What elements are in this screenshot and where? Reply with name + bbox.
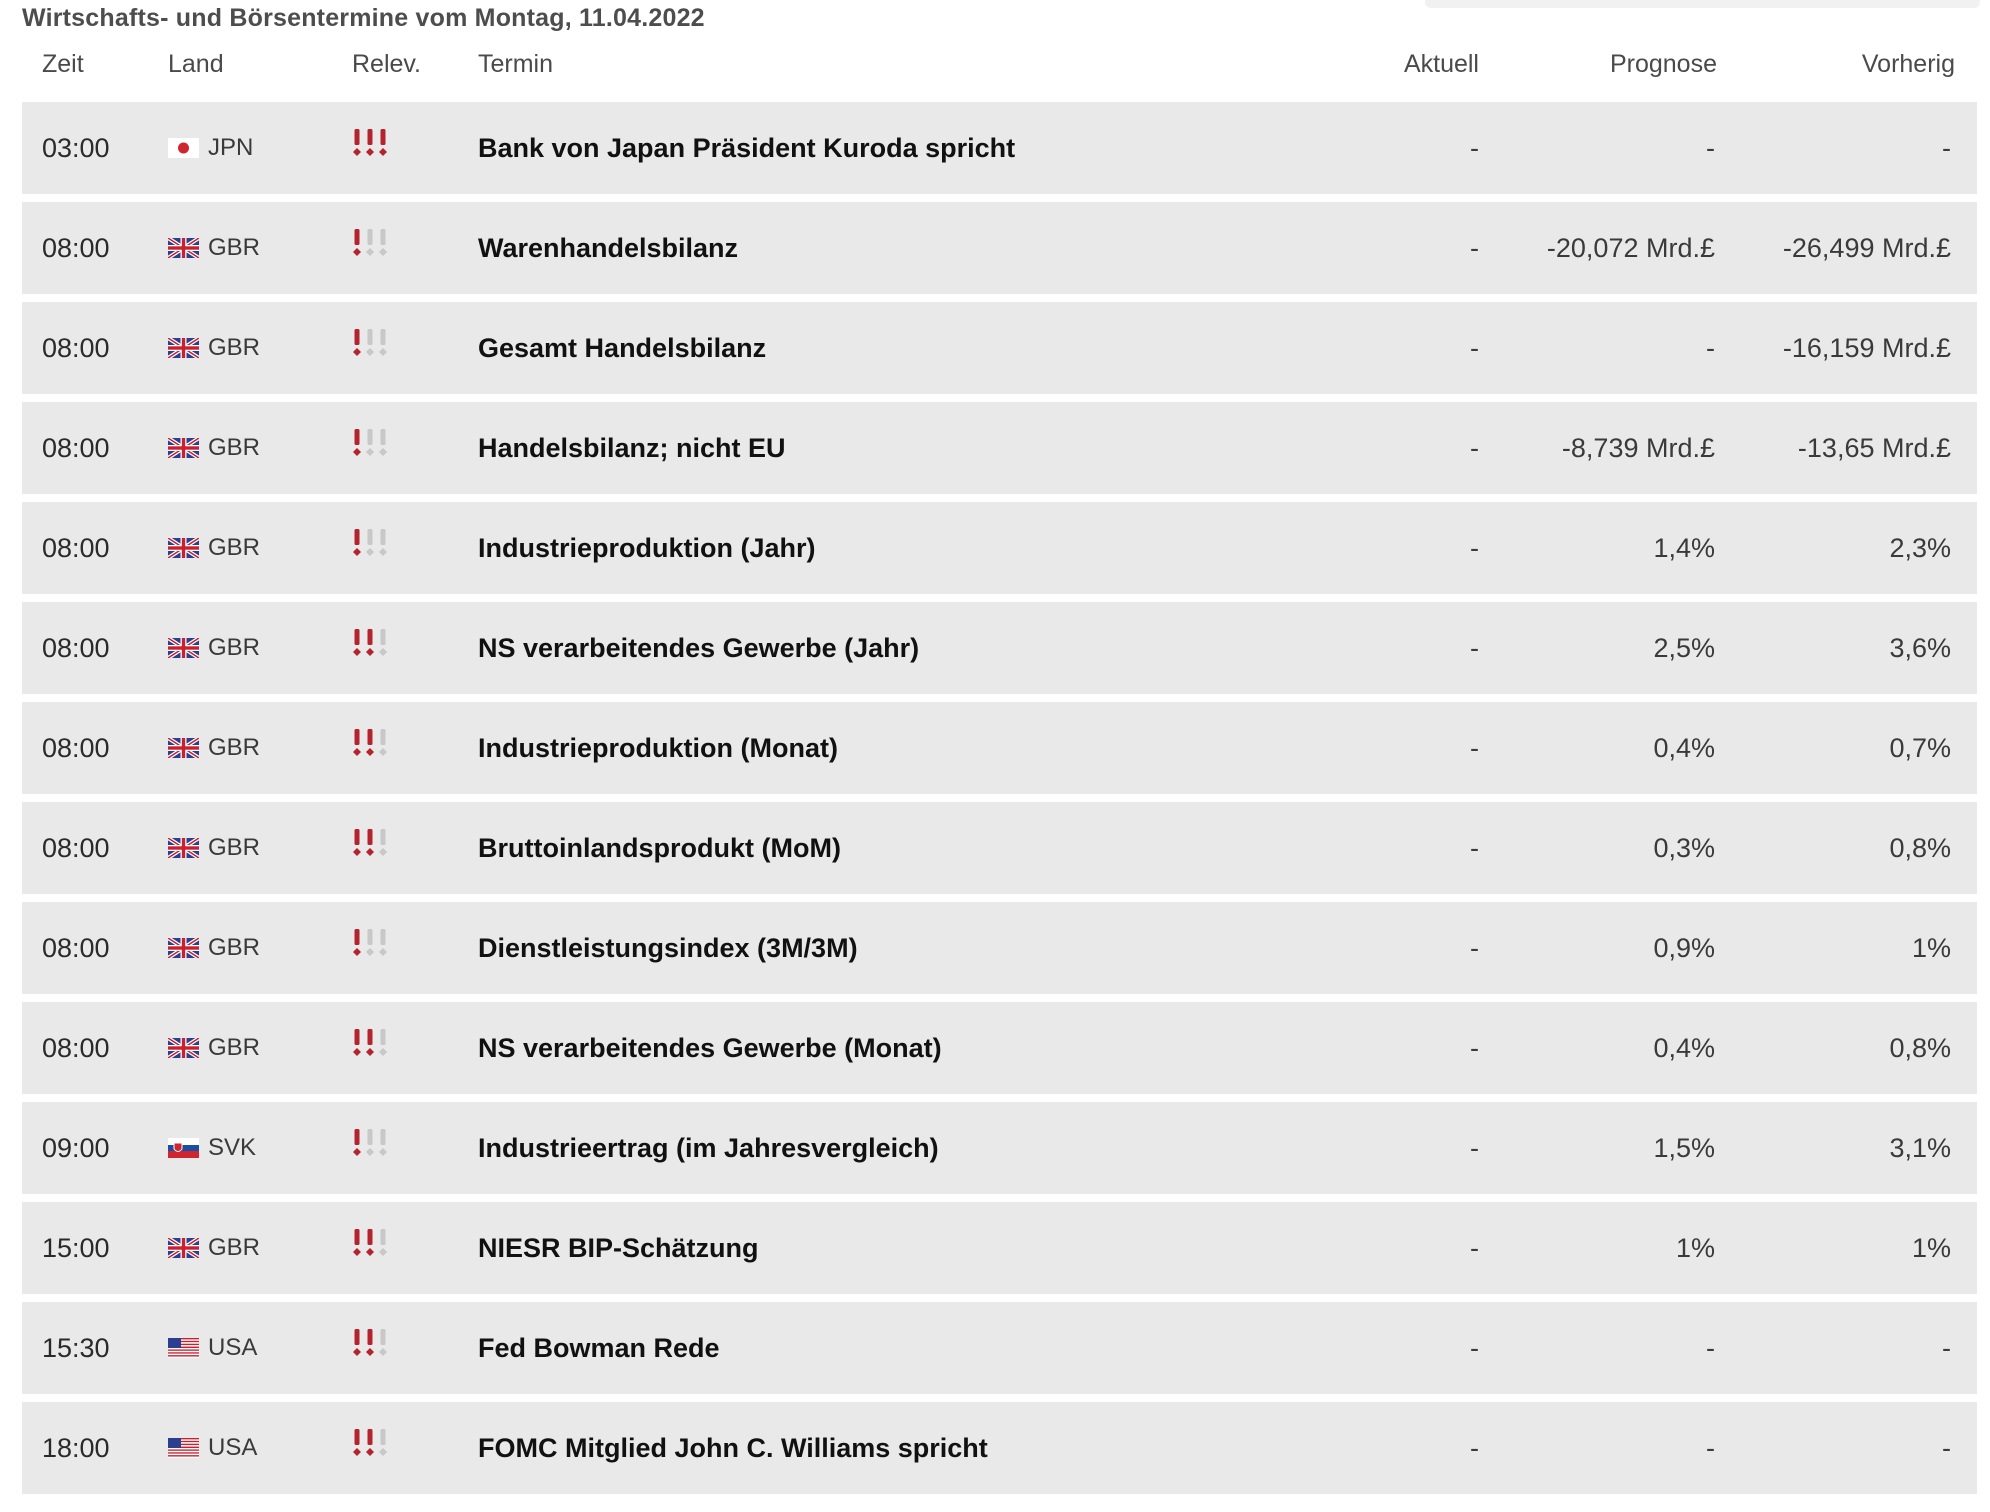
- event-time: 08:00: [42, 233, 110, 263]
- country-code: SVK: [208, 1134, 257, 1161]
- event-aktuell: -: [1470, 933, 1479, 963]
- event-vorherig: 0,8%: [1889, 1033, 1951, 1063]
- event-aktuell: -: [1470, 1133, 1479, 1163]
- table-row[interactable]: [22, 102, 1977, 194]
- event-aktuell: -: [1470, 1333, 1479, 1363]
- event-time: 15:00: [42, 1233, 110, 1263]
- country-code: GBR: [208, 834, 261, 861]
- uk-flag-icon: [168, 1038, 199, 1058]
- event-prognose: -: [1706, 333, 1715, 363]
- event-title[interactable]: Bruttoinlandsprodukt (MoM): [478, 833, 841, 863]
- event-prognose: 0,4%: [1653, 1033, 1715, 1063]
- event-time: 08:00: [42, 633, 110, 663]
- events-table: [22, 102, 1977, 1502]
- event-prognose: 0,4%: [1653, 733, 1715, 763]
- event-country: [168, 302, 260, 394]
- event-time: 08:00: [42, 533, 110, 563]
- event-aktuell: -: [1470, 733, 1479, 763]
- event-country: [168, 1102, 256, 1194]
- country-code: GBR: [208, 434, 261, 461]
- event-prognose: -: [1706, 133, 1715, 163]
- event-title[interactable]: Dienstleistungsindex (3M/3M): [478, 933, 858, 963]
- event-time: 08:00: [42, 733, 110, 763]
- event-time: 03:00: [42, 133, 110, 163]
- event-prognose: 1,4%: [1653, 533, 1715, 563]
- country-code: GBR: [208, 934, 261, 961]
- event-title[interactable]: FOMC Mitglied John C. Williams spricht: [478, 1433, 988, 1463]
- relevance-icon: [352, 828, 396, 868]
- event-prognose: 1,5%: [1653, 1133, 1715, 1163]
- event-prognose: 1%: [1675, 1233, 1715, 1263]
- table-row[interactable]: [22, 902, 1977, 994]
- table-row[interactable]: [22, 602, 1977, 694]
- uk-flag-icon: [168, 638, 199, 658]
- country-code: GBR: [208, 534, 261, 561]
- japan-flag-icon: [168, 138, 199, 158]
- event-aktuell: -: [1470, 1433, 1479, 1463]
- event-vorherig: -: [1942, 1333, 1951, 1363]
- column-header-relevanz[interactable]: Relev.: [352, 50, 422, 78]
- event-prognose: 0,9%: [1653, 933, 1715, 963]
- event-vorherig: 2,3%: [1889, 533, 1951, 563]
- country-code: GBR: [208, 734, 261, 761]
- table-row[interactable]: [22, 202, 1977, 294]
- table-row[interactable]: [22, 1002, 1977, 1094]
- event-aktuell: -: [1470, 633, 1479, 663]
- event-vorherig: -13,65 Mrd.£: [1797, 433, 1951, 463]
- event-country: [168, 702, 260, 794]
- table-row[interactable]: [22, 702, 1977, 794]
- event-country: [168, 1402, 257, 1494]
- event-aktuell: -: [1470, 1233, 1479, 1263]
- table-row[interactable]: [22, 302, 1977, 394]
- table-row[interactable]: [22, 1402, 1977, 1494]
- event-prognose: -20,072 Mrd.£: [1546, 233, 1715, 263]
- column-header-termin[interactable]: Termin: [478, 50, 554, 78]
- event-title[interactable]: Handelsbilanz; nicht EU: [478, 433, 786, 463]
- event-time: 08:00: [42, 433, 110, 463]
- uk-flag-icon: [168, 238, 199, 258]
- relevance-icon: [352, 1028, 396, 1068]
- table-row[interactable]: [22, 1102, 1977, 1194]
- event-prognose: 0,3%: [1653, 833, 1715, 863]
- event-aktuell: -: [1470, 433, 1479, 463]
- event-aktuell: -: [1470, 533, 1479, 563]
- event-time: 08:00: [42, 833, 110, 863]
- relevance-icon: [352, 428, 396, 468]
- country-code: GBR: [208, 334, 261, 361]
- event-vorherig: 3,6%: [1889, 633, 1951, 663]
- event-prognose: -: [1706, 1433, 1715, 1463]
- event-title[interactable]: Industrieertrag (im Jahresvergleich): [478, 1133, 939, 1163]
- event-title[interactable]: NS verarbeitendes Gewerbe (Monat): [478, 1033, 942, 1063]
- relevance-icon: [352, 728, 396, 768]
- event-title[interactable]: Industrieproduktion (Monat): [478, 733, 838, 763]
- relevance-icon: [352, 1328, 396, 1368]
- event-vorherig: 1%: [1911, 1233, 1951, 1263]
- slovakia-flag-icon: [168, 1138, 199, 1158]
- event-vorherig: 0,7%: [1889, 733, 1951, 763]
- country-code: GBR: [208, 234, 261, 261]
- event-aktuell: -: [1470, 133, 1479, 163]
- table-row[interactable]: [22, 402, 1977, 494]
- event-time: 08:00: [42, 933, 110, 963]
- event-country: [168, 1002, 260, 1094]
- event-title[interactable]: NS verarbeitendes Gewerbe (Jahr): [478, 633, 920, 663]
- country-code: JPN: [208, 134, 254, 161]
- top-right-box: [1425, 0, 1980, 8]
- event-country: [168, 402, 260, 494]
- country-code: USA: [208, 1434, 258, 1461]
- country-code: GBR: [208, 1034, 261, 1061]
- relevance-icon: [352, 328, 396, 368]
- event-aktuell: -: [1470, 1033, 1479, 1063]
- event-time: 08:00: [42, 333, 110, 363]
- event-vorherig: 3,1%: [1889, 1133, 1951, 1163]
- uk-flag-icon: [168, 538, 199, 558]
- event-title[interactable]: Bank von Japan Präsident Kuroda spricht: [478, 133, 1016, 163]
- event-country: [168, 102, 253, 194]
- relevance-icon: [352, 528, 396, 568]
- event-vorherig: -26,499 Mrd.£: [1782, 233, 1951, 263]
- event-time: 09:00: [42, 1133, 110, 1163]
- relevance-icon: [352, 628, 396, 668]
- column-header-zeit[interactable]: Zeit: [42, 50, 84, 78]
- table-header: [22, 44, 1977, 86]
- event-vorherig: -: [1942, 1433, 1951, 1463]
- uk-flag-icon: [168, 438, 199, 458]
- usa-flag-icon: [168, 1438, 199, 1458]
- uk-flag-icon: [168, 1238, 199, 1258]
- event-prognose: -: [1706, 1333, 1715, 1363]
- event-aktuell: -: [1470, 233, 1479, 263]
- event-time: 18:00: [42, 1433, 110, 1463]
- event-country: [168, 802, 260, 894]
- event-country: [168, 202, 260, 294]
- column-header-land[interactable]: Land: [168, 50, 224, 78]
- event-country: [168, 502, 260, 594]
- relevance-icon: [352, 1228, 396, 1268]
- event-vorherig: -16,159 Mrd.£: [1782, 333, 1951, 363]
- event-country: [168, 1302, 257, 1394]
- event-title[interactable]: Warenhandelsbilanz: [478, 233, 739, 263]
- event-time: 15:30: [42, 1333, 110, 1363]
- event-title[interactable]: NIESR BIP-Schätzung: [478, 1233, 759, 1263]
- page-title: Wirtschafts- und Börsentermine vom Montag, 11.04.2022: [22, 4, 705, 32]
- event-vorherig: 0,8%: [1889, 833, 1951, 863]
- event-country: [168, 602, 260, 694]
- column-header-aktuell[interactable]: Aktuell: [1403, 50, 1479, 78]
- relevance-icon: [352, 928, 396, 968]
- event-country: [168, 1202, 260, 1294]
- relevance-icon: [352, 1428, 396, 1468]
- usa-flag-icon: [168, 1338, 199, 1358]
- event-country: [168, 902, 260, 994]
- event-aktuell: -: [1470, 833, 1479, 863]
- table-row[interactable]: [22, 1302, 1977, 1394]
- event-prognose: -8,739 Mrd.£: [1561, 433, 1715, 463]
- relevance-icon: [352, 1128, 396, 1168]
- event-prognose: 2,5%: [1653, 633, 1715, 663]
- country-code: GBR: [208, 1234, 261, 1261]
- table-row[interactable]: [22, 1202, 1977, 1294]
- relevance-icon: [352, 128, 396, 168]
- country-code: USA: [208, 1334, 258, 1361]
- table-row[interactable]: [22, 802, 1977, 894]
- uk-flag-icon: [168, 838, 199, 858]
- event-vorherig: 1%: [1911, 933, 1951, 963]
- column-header-vorherig[interactable]: Vorherig: [1861, 50, 1955, 78]
- column-header-prognose[interactable]: Prognose: [1609, 50, 1717, 78]
- country-code: GBR: [208, 634, 261, 661]
- event-vorherig: -: [1942, 133, 1951, 163]
- event-title[interactable]: Gesamt Handelsbilanz: [478, 333, 767, 363]
- table-row[interactable]: [22, 502, 1977, 594]
- event-title[interactable]: Industrieproduktion (Jahr): [478, 533, 816, 563]
- event-title[interactable]: Fed Bowman Rede: [478, 1333, 720, 1363]
- uk-flag-icon: [168, 338, 199, 358]
- event-aktuell: -: [1470, 333, 1479, 363]
- event-time: 08:00: [42, 1033, 110, 1063]
- uk-flag-icon: [168, 938, 199, 958]
- relevance-icon: [352, 228, 396, 268]
- uk-flag-icon: [168, 738, 199, 758]
